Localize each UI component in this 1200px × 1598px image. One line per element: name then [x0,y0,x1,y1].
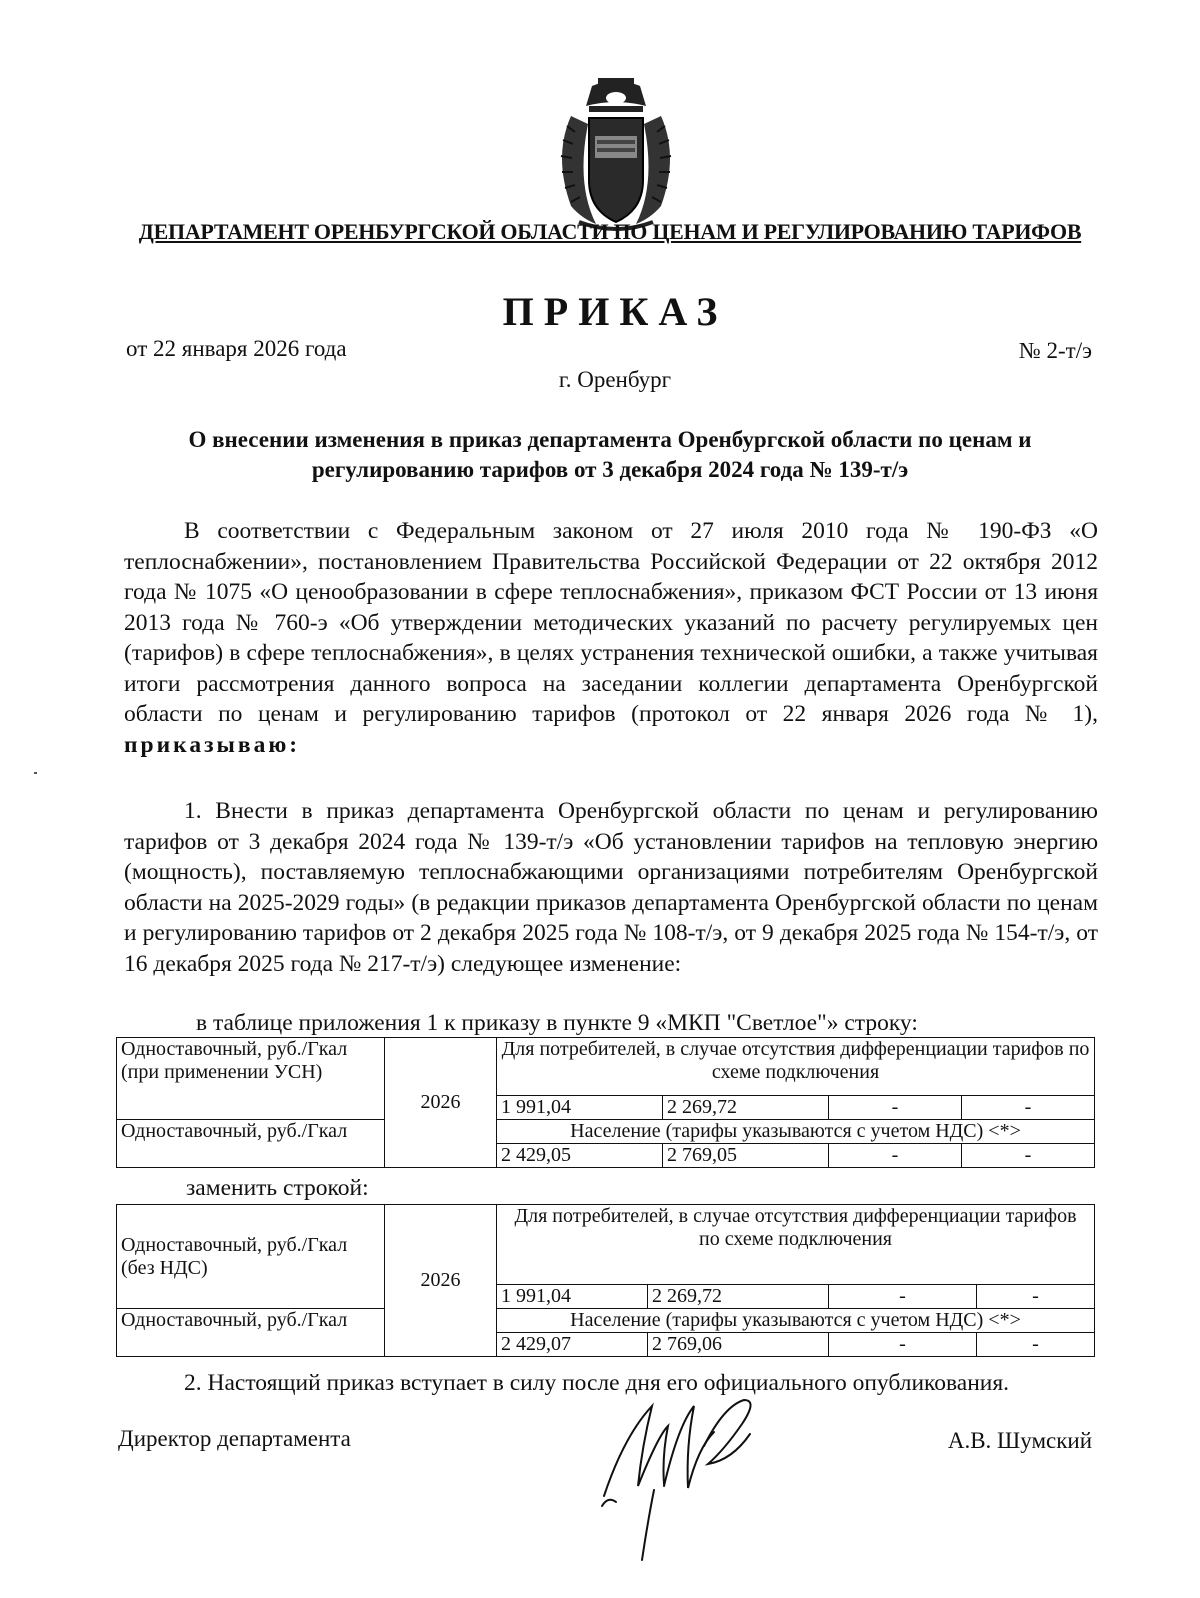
new-tariff-table [116,1204,1095,1357]
table-cell: 2 769,05 [663,1144,829,1168]
table-cell: 2 269,72 [648,1285,829,1309]
old-header-2: Население (тарифы указываются с учетом НДС) <*> [497,1120,1095,1144]
new-label-2: Одноставочный, руб./Гкал [117,1309,385,1357]
old-tariff-table [116,1037,1095,1168]
new-label-1: Одноставочный, руб./Гкал (без НДС) [117,1205,385,1309]
old-label-2: Одноставочный, руб./Гкал [117,1120,385,1168]
scan-speck [34,772,37,774]
order-word: приказываю: [124,731,301,758]
table-cell: 2 769,06 [648,1333,829,1357]
table-cell: - [829,1333,977,1357]
signatory-name: А.В. Шумский [947,1428,1092,1453]
item-1-paragraph [124,796,1098,979]
old-year: 2026 [385,1038,497,1168]
old-header-1: Для потребителей, в случае отсутствия дифференциации тарифов по схеме подключения [497,1038,1095,1096]
table-cell: - [829,1096,962,1120]
table-cell: 2 269,72 [663,1096,829,1120]
table-intro: в таблице приложения 1 к приказу в пункте 9 «МКП "Светлое"» строку: [196,1010,918,1036]
table-cell: - [829,1144,962,1168]
table-cell: - [977,1333,1095,1357]
table-cell: - [829,1285,977,1309]
coat-of-arms-emblem-icon [549,76,683,234]
order-subject: О внесении изменения в приказ департамента Оренбургской области по ценам и регулированию тарифов от 3 декабря 2024 года № 139-т/э [188,427,1032,482]
city: г. Оренбург [558,367,672,392]
new-year: 2026 [385,1205,497,1357]
new-header-1-line-a: Для потребителей, в случае отсутствия дифференциации тарифов [514,1205,1077,1227]
new-header-1 [497,1205,1095,1285]
order-number: № 2-т/э [1018,338,1092,363]
table-cell: - [977,1285,1095,1309]
table-cell: - [962,1096,1095,1120]
order-date: от 22 января 2026 года [126,336,347,361]
item-2-text: 2. Настоящий приказ вступает в силу после дня его официального опубликования. [184,1370,1010,1396]
signatory-position: Директор департамента [118,1426,351,1451]
preamble-paragraph [124,516,1098,760]
old-label-1: Одноставочный, руб./Гкал (при применении УСН) [117,1038,385,1120]
department-name: ДЕПАРТАМЕНТ ОРЕНБУРГСКОЙ ОБЛАСТИ ПО ЦЕНАМ И РЕГУЛИРОВАНИЮ ТАРИФОВ [138,219,1082,244]
table-cell: 2 429,05 [497,1144,663,1168]
handwritten-signature-icon [594,1386,784,1566]
replace-intro: заменить строкой: [186,1175,369,1201]
table-cell: 2 429,07 [497,1333,648,1357]
new-header-1-line-b: по схеме подключения [699,1228,892,1250]
new-header-2: Население (тарифы указываются с учетом НДС) <*> [497,1309,1095,1333]
table-cell: 1 991,04 [497,1285,648,1309]
item-1-text: 1. Внести в приказ департамента Оренбургской области по ценам и регулированию тарифов от 3 декабря 2024 года № 139-т/э «Об установлении тарифов на тепловую энергию (мощность), поставляемую теплоснабжающими организациями потребителям Оренбургской области на 2025-2029 годы» (в редакции приказов департамента Оренбургской области по ценам и регулированию тарифов от 2 декабря 2025 года № 108-т/э, от 9 декабря 2025 года № 154-т/э, от 16 декабря 2025 года № 217-т/э) следующее изменение: [124,798,1098,977]
table-cell: 1 991,04 [497,1096,663,1120]
table-cell: - [962,1144,1095,1168]
preamble-text: В соответствии с Федеральным законом от 27 июля 2010 года № 190-ФЗ «О теплоснабжении», постановлением Правительства Российской Федерации от 22 октября 2012 года № 1075 «О ценообразовании в сфере теплоснабжения», приказом ФСТ России от 13 июня 2013 года № 760-э «Об утверждении методических указаний по расчету регулируемых цен (тарифов) в сфере теплоснабжения», в целях устранения технической ошибки, а также учитывая итоги рассмотрения данного вопроса на заседании коллегии департамента Оренбургской области по ценам и регулированию тарифов (протокол от 22 января 2026 года № 1), [124,518,1098,727]
document-type-title: ПРИКАЗ [502,289,728,334]
